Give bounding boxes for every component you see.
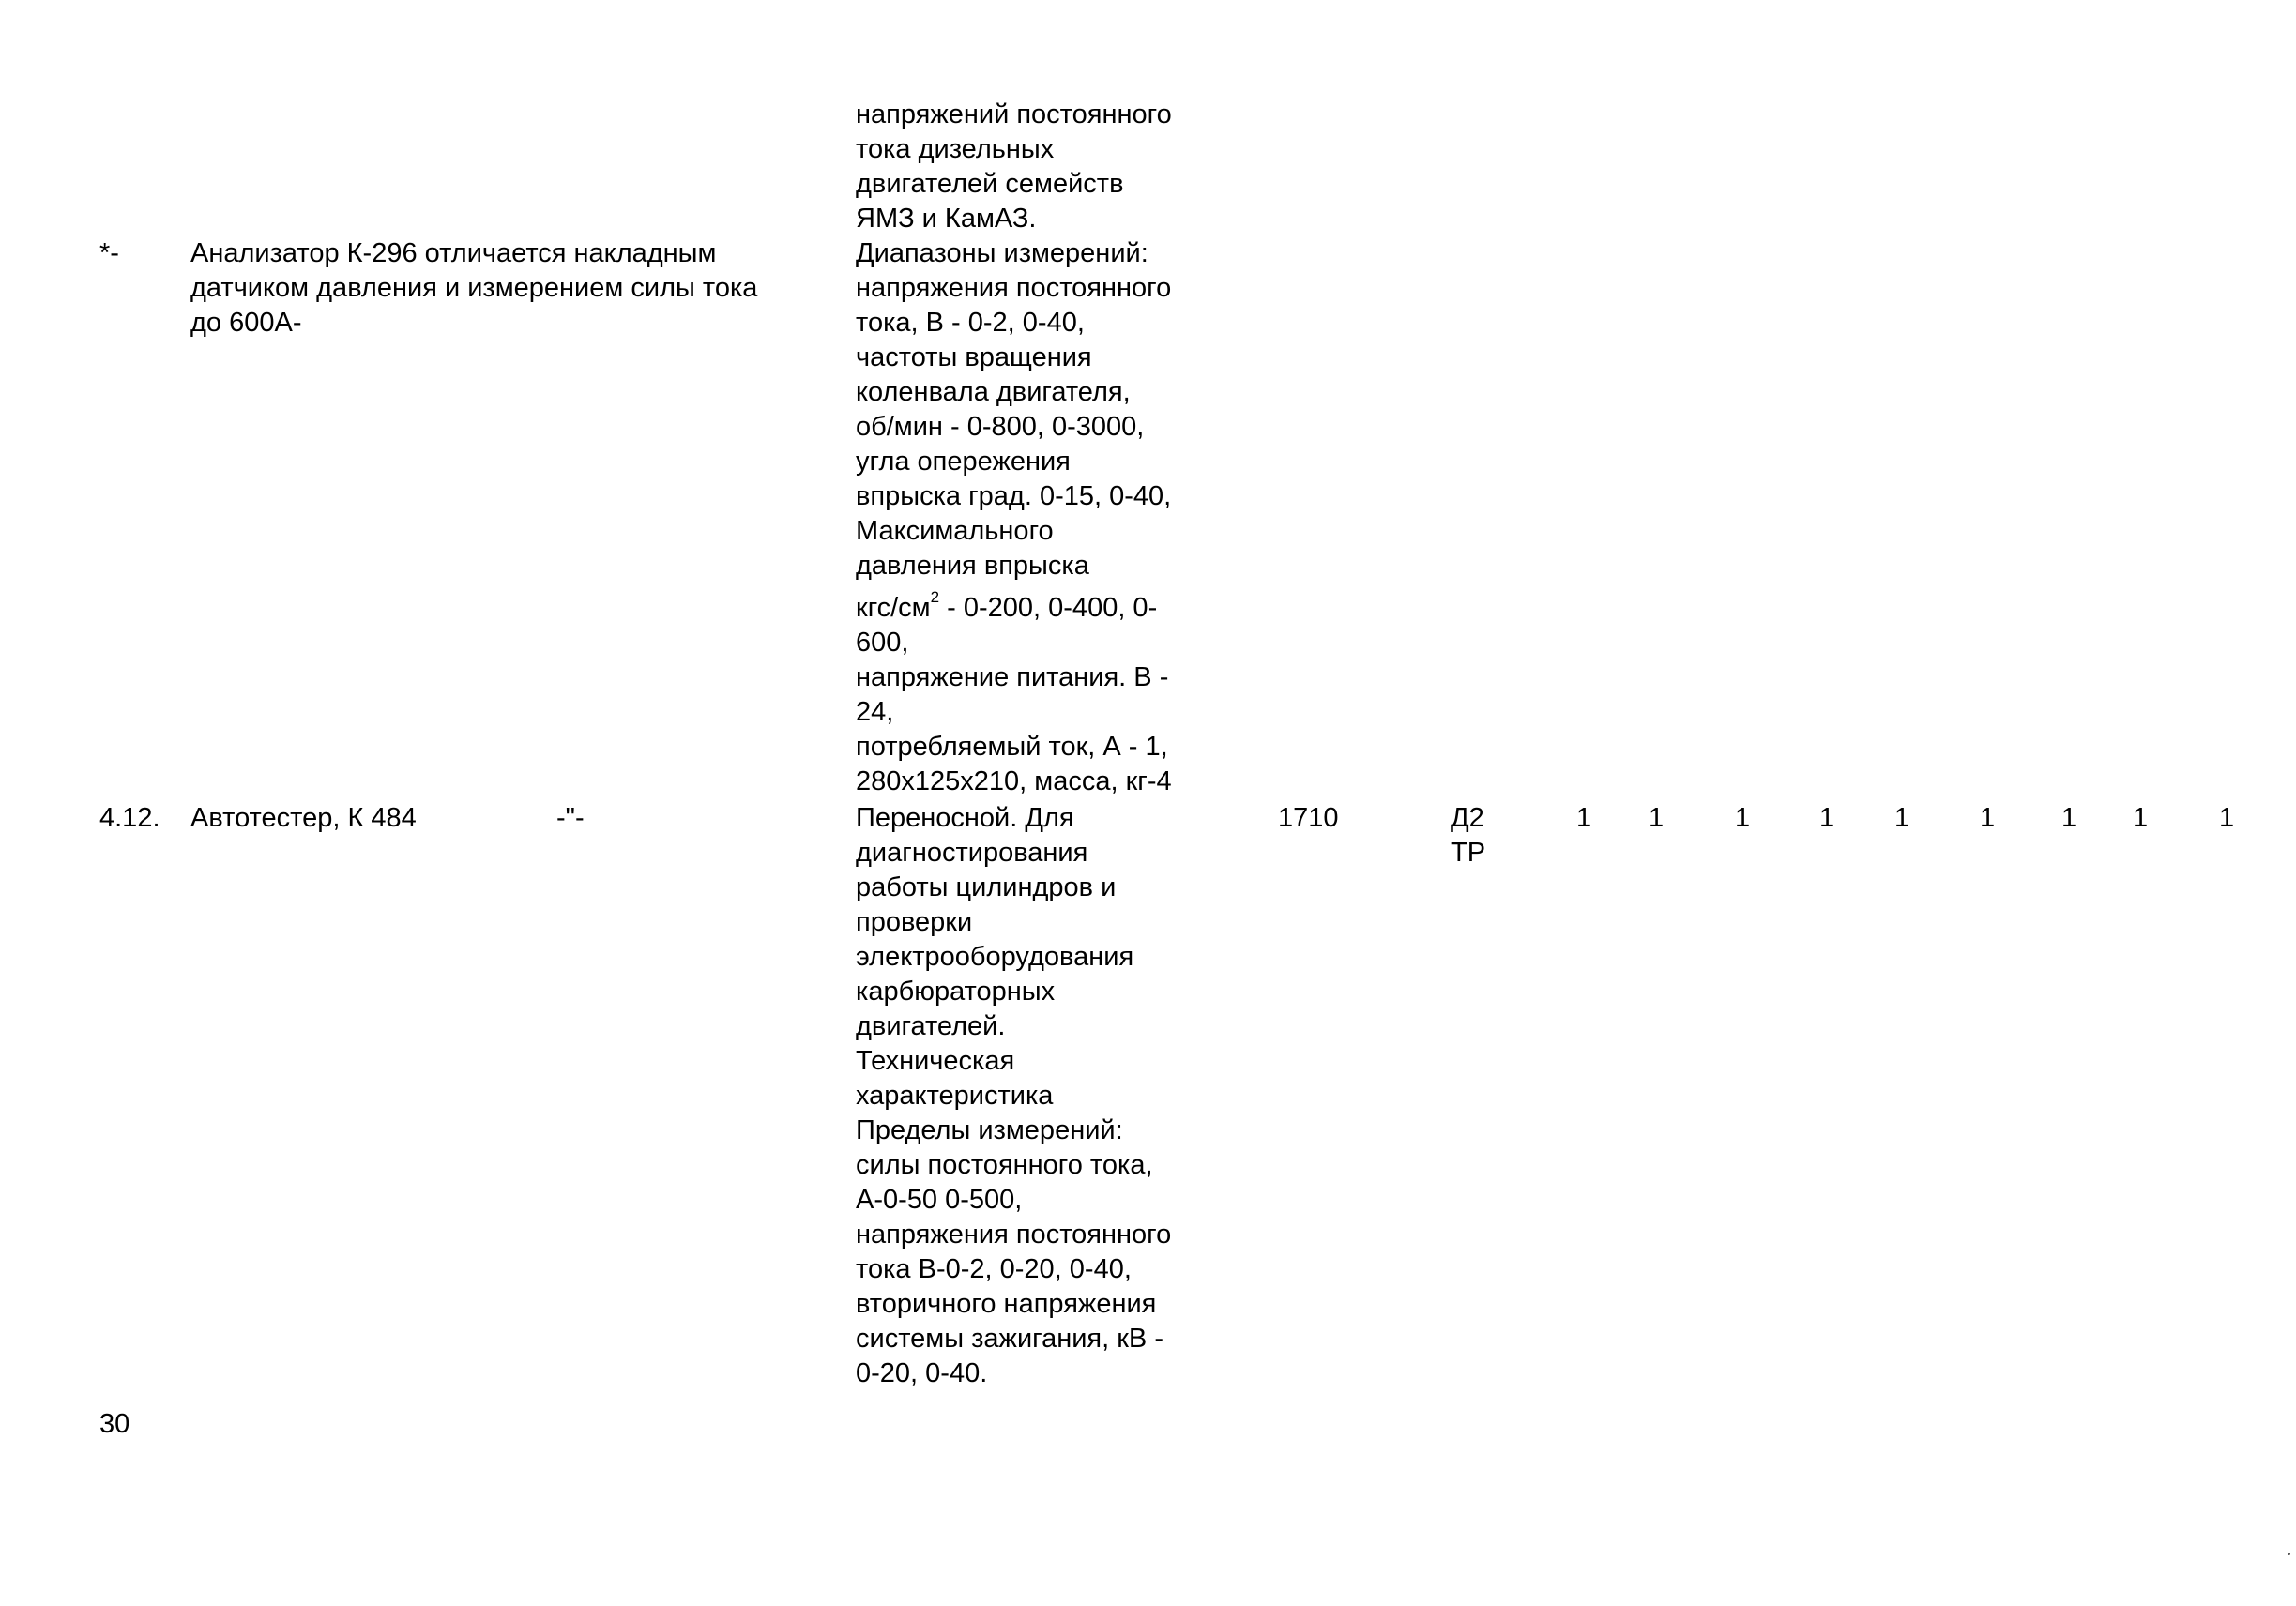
desc-line: напряжения постоянного <box>856 1220 1172 1250</box>
note-description-block <box>856 236 1231 799</box>
desc-line: диагностирования <box>856 838 1088 868</box>
note-name-block <box>190 236 757 341</box>
desc-line: Техническая <box>856 1046 1015 1076</box>
desc-line: проверки <box>856 907 973 937</box>
quantity-cell: 1 <box>2133 803 2149 833</box>
desc-line: частоты вращения <box>856 342 1092 372</box>
code-line: Д2 <box>1451 803 1484 833</box>
desc-line: Максимального <box>856 516 1054 546</box>
price-cell: 1710 <box>1278 803 1339 833</box>
desc-line: давления впрыска <box>856 551 1089 581</box>
desc-line: характеристика <box>856 1081 1054 1111</box>
quantity-cell: 1 <box>2219 803 2235 833</box>
unit-rest: - 0-200, 0-400, 0- <box>939 593 1158 623</box>
quantity-cell: 1 <box>1649 803 1665 833</box>
desc-line: Диапазоны измерений: <box>856 238 1148 268</box>
unit-text: кгс/см <box>856 593 931 623</box>
quantity-cell: 1 <box>1980 803 1996 833</box>
top-description-block <box>856 98 1231 236</box>
desc-line: напряжения постоянного <box>856 273 1172 303</box>
page-number: 30 <box>99 1409 130 1439</box>
desc-line: 600, <box>856 628 909 658</box>
quantity-cell: 1 <box>2061 803 2077 833</box>
desc-line: карбюраторных <box>856 977 1056 1007</box>
desc-line: ЯМЗ и КамАЗ. <box>856 204 1037 234</box>
quantity-cell: 1 <box>1735 803 1751 833</box>
note-name-line: датчиком давления и измерением силы тока <box>190 273 758 303</box>
row-number: 4.12. <box>99 803 160 833</box>
desc-line: 280x125x210, масса, кг-4 <box>856 766 1172 796</box>
code-cell <box>1451 801 1485 871</box>
note-name-line: до 600А- <box>190 308 302 338</box>
desc-line: тока В-0-2, 0-20, 0-40, <box>856 1254 1132 1284</box>
desc-line: А-0-50 0-500, <box>856 1185 1023 1215</box>
note-marker: *- <box>99 238 119 268</box>
desc-line: 24, <box>856 697 894 727</box>
desc-line: коленвала двигателя, <box>856 377 1131 407</box>
desc-line: двигателей. <box>856 1011 1006 1041</box>
code-line: ТР <box>1451 838 1486 868</box>
row-name: Автотестер, К 484 <box>190 803 417 833</box>
desc-line: Пределы измерений: <box>856 1115 1123 1145</box>
desc-line: вторичного напряжения <box>856 1289 1157 1319</box>
ditto-mark: -"- <box>556 803 585 833</box>
desc-line: силы постоянного тока, <box>856 1150 1153 1180</box>
desc-line: об/мин - 0-800, 0-3000, <box>856 412 1145 442</box>
desc-line: системы зажигания, кВ - <box>856 1324 1163 1354</box>
unit-line <box>856 588 1231 626</box>
desc-line: двигателей семейств <box>856 169 1124 199</box>
desc-line: электрооборудования <box>856 942 1134 972</box>
note-name-line: Анализатор К-296 отличается накладным <box>190 238 717 268</box>
desc-line: угла опережения <box>856 447 1071 477</box>
desc-line: напряжение питания. В - <box>856 662 1169 692</box>
desc-line: работы цилиндров и <box>856 872 1117 902</box>
desc-line: тока, В - 0-2, 0-40, <box>856 308 1085 338</box>
desc-line: тока дизельных <box>856 134 1055 164</box>
quantity-cell: 1 <box>1894 803 1910 833</box>
desc-line: впрыска град. 0-15, 0-40, <box>856 481 1172 511</box>
desc-line: 0-20, 0-40. <box>856 1358 988 1388</box>
desc-line: Переносной. Для <box>856 803 1074 833</box>
desc-line: напряжений постоянного <box>856 99 1172 129</box>
desc-line: потребляемый ток, А - 1, <box>856 732 1168 762</box>
row-description-block <box>856 801 1231 1391</box>
quantity-cell: 1 <box>1576 803 1592 833</box>
unit-superscript: 2 <box>930 588 940 607</box>
scan-speck <box>2288 1553 2290 1555</box>
quantity-cell: 1 <box>1819 803 1835 833</box>
